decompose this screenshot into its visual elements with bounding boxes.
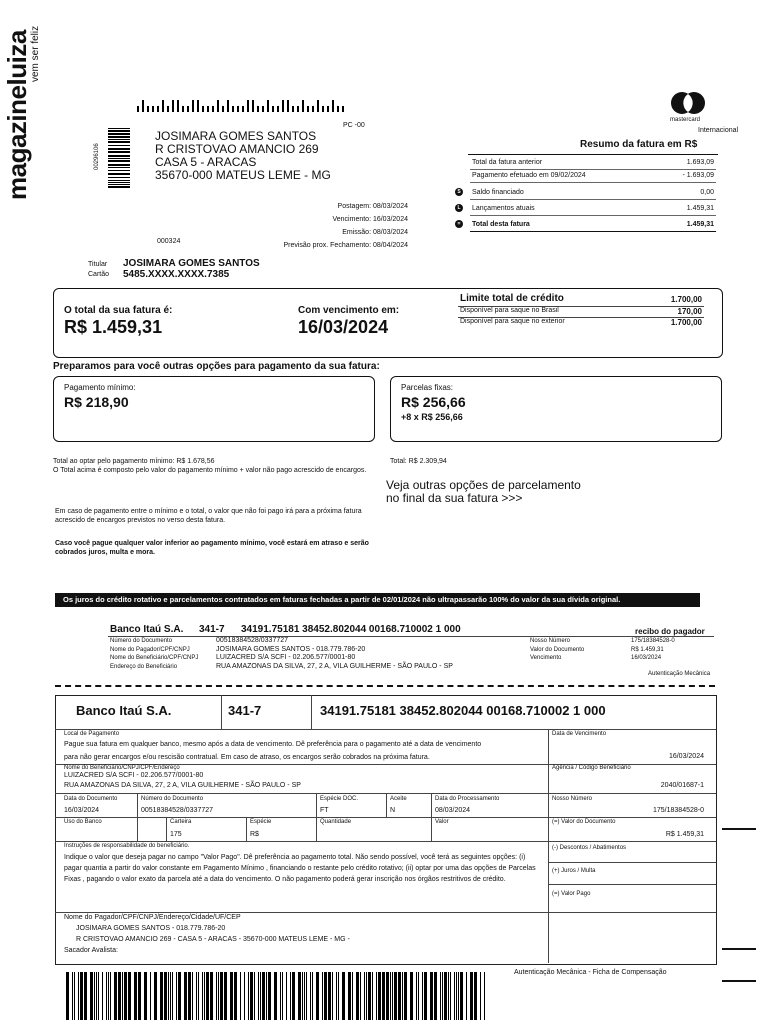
instr-text: Indique o valor que deseja pagar no campo "Valor Pago". Dê preferência ao pagamento total. Não sendo possível, você terá as seguintes opções: (i) pagar quantia a partir do valor constante em Pagamento Mínimo , financiando o restante pelo crédito rotativo; (ii) optar por uma das opções de Parcelas Fixas , pagando o valor exato da parcela até a data do vencimento. O não pagamento poderá gerar inscrição nos órgãos restritivos de crédito.: [64, 854, 536, 883]
receipt-right-label: Valor do Documento: [530, 646, 585, 653]
total-value: R$ 1.459,31: [64, 317, 163, 337]
cartao-number: 5485.XXXX.XXXX.7385: [123, 269, 230, 280]
summary-marker-icon: S: [455, 188, 463, 196]
pagador-address: R CRISTOVAO AMANCIO 269 - CASA 5 - ARACAS - 35670-000 MATEUS LEME - MG -: [76, 936, 350, 943]
data-doc-value: 16/03/2024: [64, 807, 100, 814]
limit-title: Limite total de crédito: [460, 293, 564, 304]
receipt-value: LUIZACRED S/A SCFI - 02.206.577/0001-80: [216, 654, 356, 661]
summary-row: [457, 186, 716, 200]
parc-label: Parcelas fixas:: [401, 383, 454, 392]
especie-value: R$: [250, 831, 259, 838]
titular-label: Titular: [88, 261, 108, 268]
address-block: [155, 130, 331, 182]
descontos-label: (-) Descontos / Abatimentos: [552, 845, 627, 851]
receipt-label: Nome do Pagador/CPF/CNPJ: [110, 646, 190, 653]
receipt-right-label: Vencimento: [530, 655, 562, 661]
data-proc-value: 08/03/2024: [435, 807, 471, 814]
postagem-date: Postagem: 08/03/2024: [337, 203, 408, 210]
especie-label: Espécie: [250, 819, 272, 825]
brand-tagline: vem ser feliz: [30, 25, 41, 82]
summary-value: 1.459,31: [686, 205, 714, 212]
limit-row-label: Disponível para saque no exterior: [460, 318, 565, 325]
carteira-label: Carteira: [170, 819, 192, 825]
aceite-value: N: [390, 807, 396, 814]
interest-banner: Os juros do crédito rotativo e parcelamentos contratados em faturas fechadas a partir de 02/01/2024 não ultrapassarão 100% do valor da sua dívida original.: [55, 593, 700, 607]
instr-label: Instruções de responsabilidade do beneficiário.: [64, 843, 190, 849]
receipt-label: Número do Documento: [110, 638, 173, 644]
sacador-label: Sacador Avalista:: [64, 947, 118, 954]
receipt-bank: Banco Itaú S.A.: [110, 624, 184, 635]
limit-row-value: 1.700,00: [670, 318, 702, 327]
num-doc-label: Número do Documento: [141, 796, 204, 802]
juros-label: (+) Juros / Multa: [552, 868, 596, 874]
benef-label: Nome do Beneficiário/CNPJ/CPF/Endereço: [64, 765, 180, 771]
venc-label: Data de Vencimento: [552, 731, 607, 737]
data-proc-label: Data do Processamento: [435, 796, 500, 802]
slip-footer: Autenticação Mecânica - Ficha de Compensação: [514, 969, 667, 976]
uso-banco-label: Uso do Banco: [64, 819, 102, 825]
receipt-right-value: 175/18384528-0: [631, 638, 675, 644]
receipt-value: JOSIMARA GOMES SANTOS - 018.779.786-20: [216, 645, 366, 653]
vencimento-date: Vencimento: 16/03/2024: [332, 216, 408, 223]
especie-doc-label: Espécie DOC.: [320, 796, 359, 802]
local-label: Local de Pagamento: [64, 731, 120, 737]
summary-row: [457, 202, 716, 216]
parc-more-1[interactable]: Veja outras opções de parcelamento: [386, 478, 581, 492]
carteira-value: 175: [170, 831, 182, 838]
options-title: Preparamos para você outras opções para pagamento da sua fatura:: [53, 361, 380, 372]
valor-label: Valor: [435, 819, 449, 825]
data-doc-label: Data do Documento: [64, 796, 118, 802]
mastercard-sub: Internacional: [698, 127, 739, 134]
min-value: R$ 218,90: [64, 394, 129, 410]
limit-row-value: 170,00: [677, 307, 702, 316]
agencia-value: 2040/01687-1: [660, 782, 704, 789]
left-code: 00296106: [94, 143, 100, 170]
address-barcode: [108, 128, 130, 188]
summary-value: - 1.693,09: [682, 172, 714, 179]
summary-value: 1.459,31: [686, 221, 714, 228]
slip-bank-code: 341-7: [228, 703, 262, 718]
min-label: Pagamento mínimo:: [64, 383, 136, 392]
venc-value: 16/03/2024: [668, 753, 704, 760]
num-doc-value: 00518384528/0337727: [141, 807, 214, 814]
mastercard-icon: [668, 90, 708, 116]
receipt-bank-code: 341-7: [199, 624, 225, 635]
parc-more-2[interactable]: no final da sua fatura >>>: [386, 491, 523, 505]
address-line: 35670-000 MATEUS LEME - MG: [155, 168, 331, 182]
receipt-right-value: R$ 1.459,31: [631, 646, 664, 653]
dates-block: [250, 200, 408, 252]
summary-label: Pagamento efetuado em 09/02/2024: [472, 172, 586, 179]
summary-label: Total desta fatura: [472, 221, 530, 228]
valor-pago-label: (=) Valor Pago: [552, 891, 591, 897]
address-line: CASA 5 - ARACAS: [155, 155, 257, 169]
pc-code: PC -00: [343, 122, 365, 129]
emissao-date: Emissão: 08/03/2024: [342, 229, 408, 236]
valor-doc-value: R$ 1.459,31: [665, 831, 704, 838]
limit-value: 1.700,00: [670, 295, 702, 304]
pagador-label: Nome do Pagador/CPF/CNPJ/Endereço/Cidade/UF/CEP: [64, 914, 241, 921]
benef-name: LUIZACRED S/A SCFI - 02.206.577/0001-80: [64, 772, 204, 779]
limit-row-label: Disponível para saque no Brasil: [460, 307, 559, 314]
postal-barcode: [137, 100, 347, 112]
agencia-label: Agência / Código Beneficiário: [552, 765, 631, 771]
slip-bank: Banco Itaú S.A.: [76, 703, 172, 718]
summary-row: [457, 218, 716, 232]
valor-doc-label: (=) Valor do Documento: [552, 819, 616, 825]
summary-row: [470, 156, 716, 170]
min-note: O Total acima é composto pelo valor do pagamento mínimo + valor não pago acrescido de encargos.: [53, 467, 367, 474]
venc-value: 16/03/2024: [298, 317, 389, 337]
address-line: JOSIMARA GOMES SANTOS: [155, 129, 317, 143]
receipt-label: Endereço do Beneficiário: [110, 663, 178, 670]
local-text: Pague sua fatura em qualquer banco, mesmo após a data de vencimento. Dê preferência para o pagamento até a data de vencimento: [64, 741, 482, 748]
benef-address: RUA AMAZONAS DA SILVA, 27, 2 A, VILA GUILHERME - SÃO PAULO - SP: [64, 782, 301, 789]
cartao-label: Cartão: [88, 271, 110, 278]
summary-value: 0,00: [700, 189, 714, 196]
quantidade-label: Quantidade: [320, 819, 352, 825]
min-total: Total ao optar pelo pagamento mínimo: R$ 1.678,56: [53, 458, 215, 465]
mastercard-name: mastercard: [670, 117, 701, 123]
parc-value: R$ 256,66: [401, 394, 466, 410]
receipt-right-label: Nosso Número: [530, 638, 571, 644]
titular-name: JOSIMARA GOMES SANTOS: [123, 258, 260, 269]
receipt-title: recibo do pagador: [635, 627, 705, 636]
info-text-2: Caso você pague qualquer valor inferior ao pagamento mínimo, você estará em atraso e serão cobrados juros, multa e mora.: [55, 540, 369, 556]
total-label: O total da sua fatura é:: [64, 305, 173, 316]
parc-sub: +8 x R$ 256,66: [401, 412, 463, 422]
summary-marker-icon: =: [455, 220, 463, 228]
receipt-value: 00518384528/0337727: [216, 637, 289, 644]
summary-row: [470, 169, 716, 183]
summary-marker-icon: L: [455, 204, 463, 212]
summary-label: Total da fatura anterior: [472, 159, 543, 166]
aceite-label: Aceite: [390, 796, 407, 802]
pagador-name: JOSIMARA GOMES SANTOS - 018.779.786-20: [76, 925, 226, 932]
receipt-right-value: 16/03/2024: [631, 655, 662, 661]
especie-doc-value: FT: [320, 807, 329, 814]
venc-label: Com vencimento em:: [298, 305, 400, 316]
nosso-value: 175/18384528-0: [653, 807, 704, 814]
receipt-digit-line: 34191.75181 38452.802044 00168.710002 1 000: [241, 624, 461, 635]
summary-label: Lançamentos atuais: [472, 205, 535, 212]
address-line: R CRISTOVAO AMANCIO 269: [155, 142, 319, 156]
slip-digit-line: 34191.75181 38452.802044 00168.710002 1 000: [320, 703, 606, 718]
mastercard-logo: [668, 90, 708, 116]
slip-barcode: [66, 972, 486, 1020]
summary-value: 1.693,09: [686, 159, 714, 166]
receipt-auth: Autenticação Mecânica: [648, 671, 711, 677]
parc-total: Total: R$ 2.309,94: [390, 458, 447, 465]
receipt-label: Nome do Beneficiário/CPF/CNPJ: [110, 655, 199, 661]
receipt-value: RUA AMAZONAS DA SILVA, 27, 2 A, VILA GUILHERME - SÃO PAULO - SP: [216, 662, 453, 670]
local-text: para não gerar encargos e/ou rescisão contratual. Em caso de atraso, os encargos serão cobrados na próxima fatura.: [64, 754, 430, 761]
nosso-label: Nosso Número: [552, 796, 593, 802]
magazineluiza-logo: magazineluiza vem ser feliz: [2, 25, 41, 200]
previsao-date: Previsão prox. Fechamento: 08/04/2024: [283, 242, 408, 249]
doc-code: 000324: [157, 238, 181, 245]
summary-label: Saldo financiado: [472, 189, 524, 196]
info-text-1: Em caso de pagamento entre o mínimo e o total, o valor que não foi pago irá para a próxima fatura acrescido de encargos previstos no verso desta fatura.: [55, 508, 362, 524]
summary-title: Resumo da fatura em R$: [580, 139, 698, 150]
